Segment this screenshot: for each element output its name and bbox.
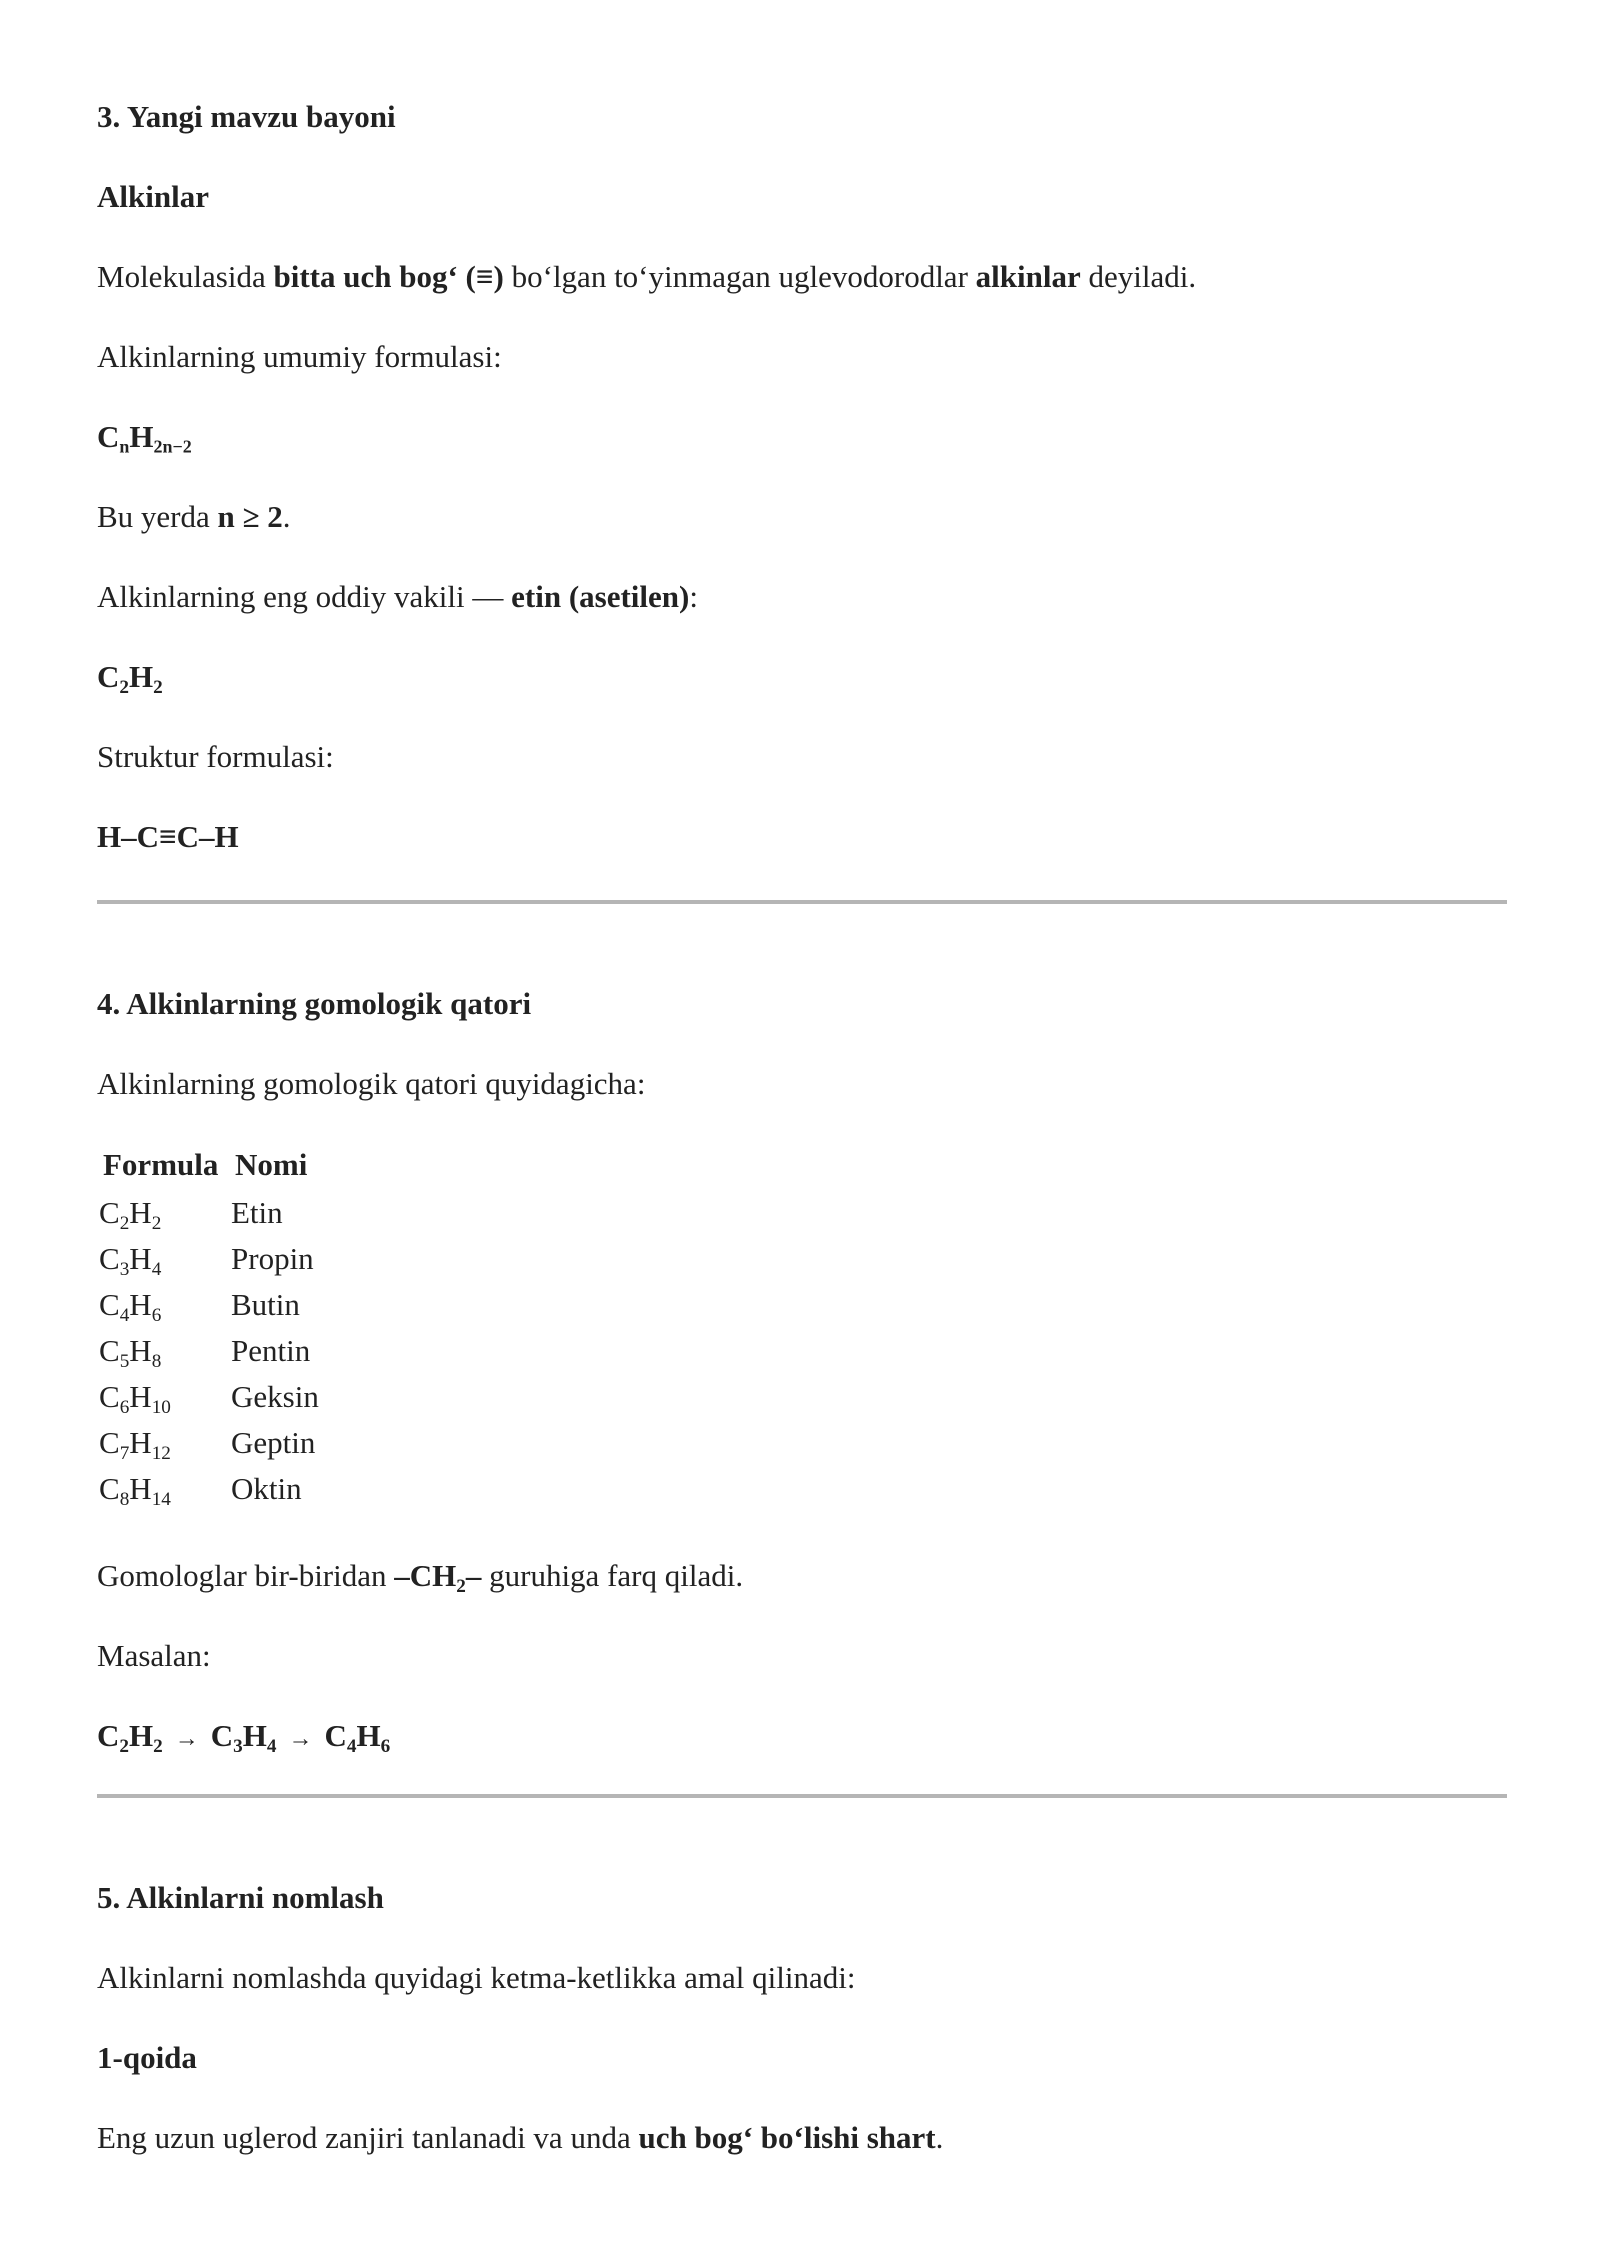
ethyne-formula [97,657,163,697]
general-formula-label: Alkinlarning umumiy formulasi: [97,339,502,374]
definition-text-2: bo‘lgan to‘yinmagan uglevodorodlar [503,259,976,294]
homolog-example [97,1716,390,1759]
formula-h-subscript: 6 [380,1735,391,1757]
definition-bold-1: bitta uch bog‘ (≡) [273,259,504,294]
name-cell: Butin [231,1287,300,1322]
name-cell: Propin [231,1241,314,1276]
formula-column-header: Formula [103,1147,219,1182]
formula-c: C [99,1379,120,1414]
section-5-heading: 5. Alkinlarni nomlash [97,1880,384,1915]
example-formula-c4h6 [324,1718,391,1757]
table-row [97,1328,325,1374]
formula-h: H [129,1425,152,1460]
formula-h-subscript: 14 [151,1488,171,1510]
table-row [97,1420,325,1466]
formula-c: C [99,1287,120,1322]
rule-text-1: Eng uzun uglerod zanjiri tanlanadi va unda [97,2120,639,2155]
formula-c: C [99,1195,120,1230]
horizontal-divider [97,1794,1507,1798]
homolog-difference [97,1556,743,1596]
ch2-group-text: –CH [394,1558,457,1593]
table-row [97,1236,325,1282]
name-cell: Oktin [231,1471,302,1506]
definition-bold-2: alkinlar [975,259,1081,294]
formula-h: H [129,1379,152,1414]
simplest-text-1: Alkinlarning eng oddiy vakili — [97,579,512,614]
horizontal-divider [97,900,1507,904]
formula-c-subscript: n [119,436,130,457]
formula-cell [97,1466,229,1512]
condition-text-2: . [282,499,291,534]
difference-text-1: Gomologlar bir-biridan [97,1558,395,1593]
alkinlar-subheading: Alkinlar [97,179,209,214]
formula-c: C [97,659,120,694]
formula-h: H [356,1718,381,1753]
formula-h-subscript: 4 [266,1735,277,1757]
simplest-bold: etin (asetilen) [511,579,690,614]
formula-h: H [129,419,154,454]
example-formula-c3h4 [210,1718,277,1757]
formula-h: H [129,1333,152,1368]
formula-h-subscript: 2n−2 [153,436,192,457]
rule-text-2: . [935,2120,944,2155]
condition-text-1: Bu yerda [97,499,218,534]
formula-c-subscript: 2 [119,1212,130,1234]
table-row [97,1190,325,1236]
formula-cell [97,1190,229,1236]
formula-c-subscript: 3 [119,1258,130,1280]
formula-c-subscript: 6 [119,1396,130,1418]
table-row [97,1466,325,1512]
formula-c-subscript: 3 [233,1735,243,1757]
homologous-series-table [97,1144,325,1512]
n-condition [97,497,291,537]
name-cell: Pentin [231,1333,311,1368]
formula-h: H [129,1195,152,1230]
rule-1-title: 1-qoida [97,2040,197,2075]
formula-c-subscript: 4 [346,1735,357,1757]
formula-c-subscript: 8 [119,1488,130,1510]
alkyne-definition [97,257,1196,297]
formula-c: C [97,419,120,454]
section-4-heading: 4. Alkinlarning gomologik qatori [97,986,532,1021]
formula-h: H [129,1471,152,1506]
table-row [97,1374,325,1420]
difference-text-2: guruhiga farq qiladi. [481,1558,744,1593]
formula-h-subscript: 6 [151,1304,162,1326]
formula-h: H [129,1718,154,1753]
structural-formula-label: Struktur formulasi: [97,739,334,774]
formula-c-subscript: 5 [119,1350,130,1372]
formula-h-subscript: 2 [151,1212,162,1234]
structural-formula: H–C≡C–H [97,819,239,854]
formula-h: H [129,1287,152,1322]
formula-c-subscript: 4 [119,1304,130,1326]
name-column-header: Nomi [235,1147,308,1182]
table-row [97,1282,325,1328]
formula-c: C [210,1718,234,1753]
definition-text-3: deyiladi. [1080,259,1197,294]
formula-c: C [99,1471,120,1506]
simplest-text-2: : [689,579,698,614]
name-cell: Etin [231,1195,283,1230]
right-arrow-icon: → [288,1726,313,1752]
example-formula-c2h2 [97,1718,163,1757]
formula-c-subscript: 2 [119,676,129,698]
naming-intro: Alkinlarni nomlashda quyidagi ketma-ketlikka amal qilinadi: [97,1960,856,1995]
name-cell: Geksin [231,1379,319,1414]
example-label: Masalan: [97,1638,211,1673]
general-formula [97,417,192,457]
homologous-series-intro: Alkinlarning gomologik qatori quyidagicha: [97,1066,646,1101]
formula-c: C [99,1425,120,1460]
formula-h-subscript: 10 [151,1396,171,1418]
formula-c: C [99,1333,120,1368]
formula-h: H [242,1718,267,1753]
rule-1-text [97,2118,943,2158]
formula-c-subscript: 7 [119,1442,130,1464]
definition-text-1: Molekulasida [97,259,274,294]
formula-h-subscript: 4 [151,1258,162,1280]
formula-h-subscript: 2 [153,676,163,698]
formula-h: H [129,1241,152,1276]
formula-c: C [324,1718,347,1753]
ch2-group [394,1558,482,1597]
formula-cell [97,1420,229,1466]
formula-cell [97,1328,229,1374]
formula-c: C [99,1241,120,1276]
name-cell: Geptin [231,1425,316,1460]
formula-cell [97,1282,229,1328]
simplest-alkyne [97,577,698,617]
formula-c: C [97,1718,120,1753]
formula-h: H [129,659,154,694]
formula-c-subscript: 2 [119,1735,129,1757]
table-header-row [97,1144,325,1190]
condition-bold: n ≥ 2 [217,499,283,534]
formula-h-subscript: 8 [151,1350,162,1372]
formula-cell [97,1374,229,1420]
formula-cell [97,1236,229,1282]
ch2-group-subscript: 2 [456,1575,466,1597]
ch2-group-dash: – [465,1558,482,1593]
rule-bold: uch bog‘ bo‘lishi shart [638,2120,936,2155]
right-arrow-icon: → [174,1726,199,1752]
formula-h-subscript: 12 [151,1442,171,1464]
section-3-heading: 3. Yangi mavzu bayoni [97,99,396,134]
formula-h-subscript: 2 [153,1735,163,1757]
